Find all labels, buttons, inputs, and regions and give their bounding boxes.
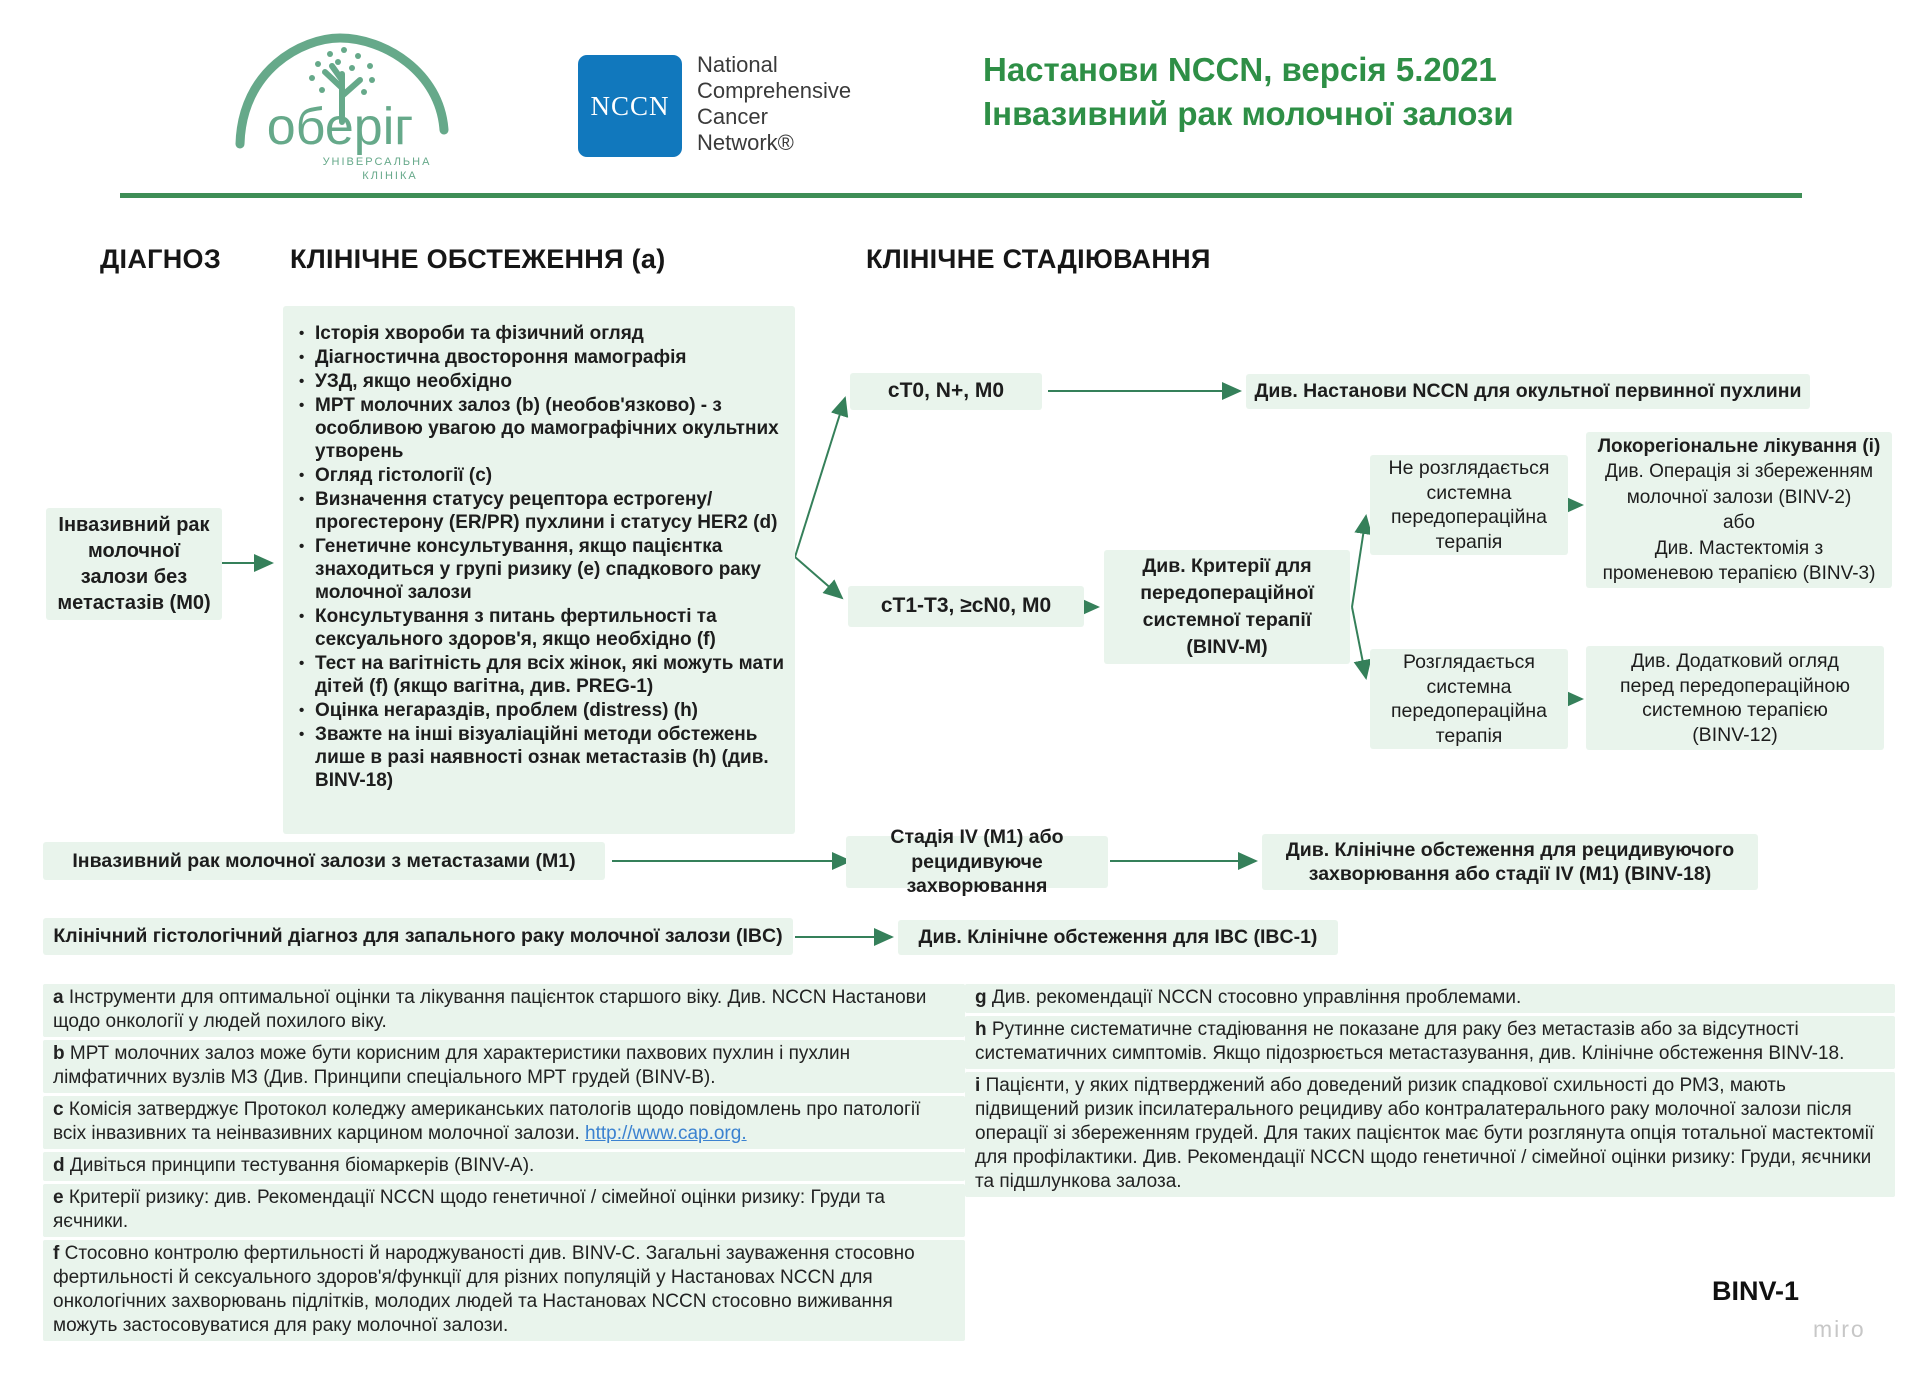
box-line: терапія [1435, 724, 1503, 747]
footnote-i [965, 1072, 1895, 1197]
nccn-logo-abbr: NCCN [590, 90, 670, 121]
box-line: Інвазивний рак молочної залози з метастазами (M1) [72, 849, 576, 872]
box-line: захворювання або стадії IV (M1) (BINV-18) [1308, 863, 1712, 885]
box-line: метастазів (M0) [57, 592, 211, 614]
m1-diagnosis-box [43, 842, 605, 880]
ibc-diagnosis-box [43, 918, 793, 955]
box-line: cT0, N+, M0 [887, 379, 1005, 403]
box-line: Див. Операція зі збереженням [1604, 461, 1874, 482]
box-line: системної терапії [1142, 609, 1312, 631]
footnote-text: Дивіться принципи тестування біомаркерів (BINV-A). [69, 1155, 535, 1176]
footnote-key: h [975, 1019, 987, 1040]
footnote-text: Рутинне систематичне стадіювання не показане для раку без метастазів або за відсутності систематичних симптомів. Якщо підозрюється метастазування, див. Клінічне обстеження BINV-18. [975, 1019, 1845, 1064]
exam-item: • Консультування з питань фертильності та сексуального здоров'я, якщо необхідно (f) [295, 605, 787, 651]
footnote-key: e [53, 1187, 64, 1208]
box-line: Інвазивний рак [58, 514, 210, 536]
binvm-criteria-box [1104, 550, 1350, 664]
box-line: передопераційної [1140, 582, 1314, 604]
exam-item: • МРТ молочних залоз (b) (необов'язково) - з особливою увагою до мамографічних окультних утворень [295, 394, 787, 463]
cap-org-link[interactable]: http://www.cap.org. [585, 1123, 747, 1144]
box-line: (BINV-12) [1692, 723, 1778, 746]
footnote-g [965, 984, 1895, 1013]
box-line: Див. Додатковий огляд [1631, 650, 1839, 672]
section-header-diagnosis: ДІАГНОЗ [100, 244, 222, 274]
nccn-caption-line: Cancer [697, 104, 768, 129]
box-line: Див. Мастектомія з [1654, 537, 1824, 559]
box-line: Стадія IV (M1) або [890, 826, 1064, 849]
footnote-a [43, 984, 965, 1037]
exam-item: • Тест на вагітність для всіх жінок, які можуть мати дітей (f) (якщо вагітна, див. PREG-1) [295, 652, 787, 698]
footnote-text: Критерії ризику: див. Рекомендації NCCN щодо генетичної / сімейної оцінки ризику: Груди та яєчники. [53, 1187, 885, 1232]
yes-preop-therapy-box [1370, 649, 1568, 749]
footnote-b [43, 1040, 965, 1093]
box-line: перед передопераційною [1619, 674, 1851, 697]
ct0-stage-box [850, 373, 1042, 410]
footnote-c [43, 1096, 965, 1149]
nccn-logo-caption [697, 52, 851, 156]
box-line: Див. Критерії для [1142, 555, 1312, 577]
logo-subtext-1: УНІВЕРСАЛЬНА [322, 156, 432, 168]
logo-wordmark: оберіг [266, 98, 414, 156]
footnote-text: Інструменти для оптимальної оцінки та лікування пацієнток старшого віку. Див. NCCN Настанови щодо онкології у людей похилого віку. [53, 987, 927, 1032]
exam-list [295, 322, 787, 792]
page-title-line2: Інвазивний рак молочної залози [983, 95, 1514, 132]
exam-item: • Огляд гістології (c) [295, 464, 787, 487]
footnote-key: a [53, 987, 64, 1008]
arrow-exam-to-ct1 [795, 557, 842, 598]
footnote-key: i [975, 1075, 981, 1096]
footnote-e [43, 1184, 965, 1237]
page-title [983, 48, 1514, 136]
m1-result-box [1262, 834, 1758, 890]
box-line: молочної [88, 540, 180, 562]
footnote-key: c [53, 1099, 64, 1120]
box-line: терапія [1435, 530, 1503, 553]
footnote-key: f [53, 1243, 60, 1264]
ct1-stage-box [848, 586, 1084, 627]
logo-subtext-2: КЛІНІКА [362, 170, 418, 182]
m1-stage-box [846, 826, 1108, 898]
clinical-exam-box [283, 306, 795, 834]
nccn-caption-line: Comprehensive [697, 78, 852, 103]
locoregional-treatment-box [1586, 432, 1892, 588]
footnote-text: Комісія затверджує Протокол коледжу американських патологів щодо повідомлень про патології всіх інвазивних та неінвазивних карцином молочної залози. [53, 1099, 921, 1144]
exam-item: • Генетичне консультування, якщо пацієнтка знаходиться у групі ризику (e) спадкового раку молочної залози [295, 535, 787, 604]
footnotes-right [965, 984, 1895, 1200]
box-line: залози без [80, 566, 188, 588]
box-title: Локорегіональне лікування (і) [1597, 435, 1881, 457]
box-line: Розглядається [1403, 651, 1535, 673]
m0-diagnosis-box [46, 508, 222, 620]
box-line: передопераційна [1391, 700, 1547, 722]
arrow-binvm-to-yes-preop [1352, 607, 1366, 678]
binv12-additional-exam-box [1586, 646, 1884, 750]
box-line: Не розглядається [1388, 457, 1550, 479]
section-header-clinical-exam: КЛІНІЧНЕ ОБСТЕЖЕННЯ (a) [290, 244, 666, 274]
section-header-clinical-staging: КЛІНІЧНЕ СТАДІЮВАННЯ [866, 244, 1211, 274]
no-preop-therapy-box [1370, 455, 1568, 555]
box-line: передопераційна [1391, 506, 1547, 528]
footnotes-left [43, 984, 965, 1344]
footnote-text: МРТ молочних залоз може бути корисним для характеристики пахвових пухлин і пухлин лімфатичних вузлів МЗ (Див. Принципи спеціального МРТ грудей (BINV-B). [53, 1043, 851, 1088]
box-line: Див. Клінічне обстеження для рецидивуючого [1285, 838, 1735, 861]
page-title-line1: Настанови NCCN, версія 5.2021 [983, 51, 1497, 88]
exam-item: • Оцінка негараздів, проблем (distress) (h) [295, 699, 787, 722]
nccn-logo [578, 55, 682, 157]
exam-item: • Діагностична двостороння мамографія [295, 346, 787, 369]
nccn-caption-line: Network® [697, 130, 794, 155]
oberih-clinic-logo [222, 22, 467, 192]
box-line: Див. Клінічне обстеження для IBC (IBC-1) [918, 926, 1318, 949]
box-line: молочної залози (BINV-2) [1626, 486, 1852, 508]
ct0-result-box [1246, 374, 1810, 409]
nccn-caption-line: National [697, 52, 778, 77]
exam-item: • Історія хвороби та фізичний огляд [295, 322, 787, 345]
footnote-text: Див. рекомендації NCCN стосовно управління проблемами. [991, 987, 1522, 1008]
footnote-text: Стосовно контролю фертильності й народжуваності див. BINV-C. Загальні зауваження стосовно фертильності й сексуального здоров'я/функції для різних популяцій у Настановах NCCN для онкологічних захворювань підлітків, молодих людей та Настановах NCCN стосовно виживання можуть застосовуватися для раку молочної залози. [53, 1243, 915, 1336]
header-divider [120, 193, 1802, 198]
box-line: рецидивуюче захворювання [906, 850, 1048, 898]
box-line: системною терапією [1642, 699, 1828, 721]
box-line: системна [1426, 481, 1512, 504]
miro-watermark: miro [1813, 1316, 1866, 1342]
arrow-exam-to-ct0 [795, 398, 845, 557]
footnote-key: g [975, 987, 987, 1008]
footnote-key: b [53, 1043, 65, 1064]
footnote-d [43, 1152, 965, 1181]
exam-item: • Зважте на інші візуаліаційні методи обстежень лише в разі наявності ознак метастазів (h) (див. BINV-18) [295, 723, 787, 792]
box-line: cT1-T3, ≥cN0, M0 [880, 594, 1052, 618]
footnote-text: Пацієнти, у яких підтверджений або доведений ризик спадкової схильності до РМЗ, мають підвищений ризик іпсилатерального рецидиву або контралатерального раку молочної залози після операції зі збереженням грудей. Для таких пацієнток має бути розглянута опція тотальної мастектомії для профілактики. Див. Рекомендації NCCN щодо генетичної / сімейної оцінки ризику: Груди, яєчники та підшлункова залоза. [975, 1075, 1875, 1192]
ibc-result-box [898, 920, 1338, 955]
box-line: променевою терапією (BINV-3) [1602, 563, 1876, 584]
footnote-f [43, 1240, 965, 1341]
footnote-key: d [53, 1155, 65, 1176]
exam-item: • УЗД, якщо необхідно [295, 370, 787, 393]
page-id-label: BINV-1 [1712, 1276, 1800, 1306]
arrow-binvm-to-no-preop [1352, 516, 1366, 607]
footnote-h [965, 1016, 1895, 1069]
exam-item: • Визначення статусу рецептора естрогену/ прогестерону (ER/PR) пухлини і статусу HER2 (d) [295, 488, 787, 534]
box-line: Клінічний гістологічний діагноз для запального раку молочної залози (IBC) [53, 925, 783, 948]
box-line: системна [1426, 675, 1512, 698]
box-line: (BINV-M) [1186, 636, 1268, 658]
box-line: або [1722, 512, 1756, 533]
box-line: Див. Настанови NCCN для окультної первинної пухлини [1254, 380, 1802, 403]
